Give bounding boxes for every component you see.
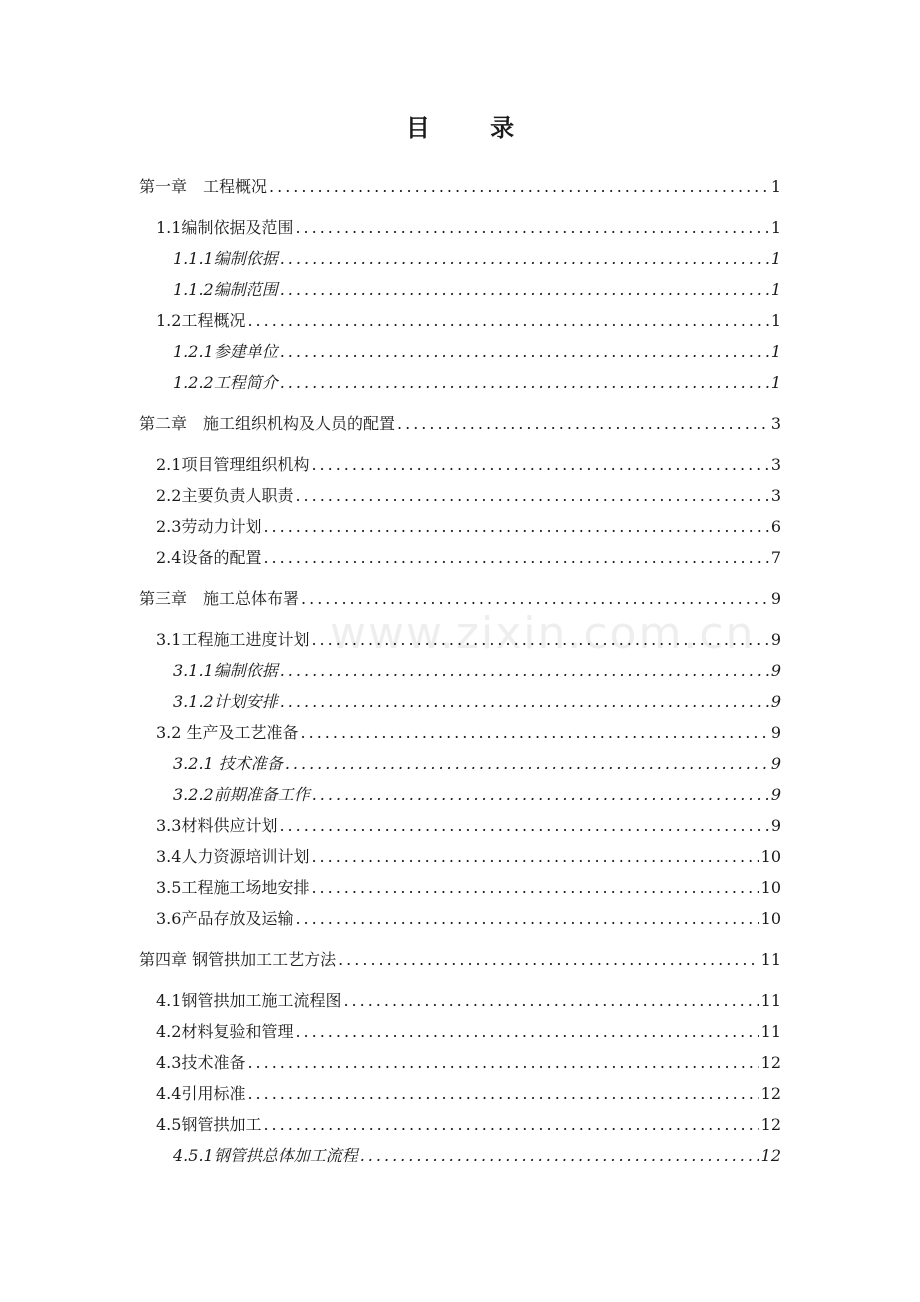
toc-page-number: 9	[770, 589, 781, 608]
toc-page-number: 11	[760, 1022, 781, 1041]
toc-page-number: 12	[760, 1115, 781, 1134]
toc-entry-title: 1.2.1参建单位	[173, 342, 278, 361]
toc-entry-title: 3.4人力资源培训计划	[156, 847, 310, 866]
toc-entry-title: 2.4设备的配置	[156, 548, 262, 567]
toc-page-number: 3	[770, 486, 781, 505]
toc-section-entry[interactable]	[139, 810, 781, 841]
toc-entry-title: 3.2.2前期准备工作	[173, 785, 310, 804]
toc-entry-title: 3.2 生产及工艺准备	[156, 723, 299, 742]
toc-page-number: 12	[760, 1053, 781, 1072]
toc-subsection-entry[interactable]	[139, 274, 781, 305]
toc-page-number: 11	[760, 950, 781, 969]
toc-page-number: 12	[760, 1146, 781, 1165]
toc-section-entry[interactable]	[139, 212, 781, 243]
toc-dot-leader	[280, 336, 769, 367]
watermark: www.zixin.com.cn	[330, 608, 756, 659]
toc-page-number: 3	[770, 414, 781, 433]
toc-dot-leader	[295, 480, 768, 511]
toc-entry-title: 3.3材料供应计划	[156, 816, 278, 835]
toc-section-entry[interactable]	[139, 872, 781, 903]
toc-entry-title: 2.3劳动力计划	[156, 517, 262, 536]
toc-page-number: 9	[770, 785, 781, 804]
table-of-contents	[139, 171, 781, 1171]
toc-page-number: 1	[770, 342, 781, 361]
toc-dot-leader	[247, 1078, 758, 1109]
toc-page-number: 9	[770, 630, 781, 649]
toc-dot-leader	[280, 367, 769, 398]
toc-page-number: 9	[770, 723, 781, 742]
toc-entry-title: 3.1.1编制依据	[173, 661, 278, 680]
toc-page-number: 1	[770, 249, 781, 268]
toc-entry-title: 4.2材料复验和管理	[156, 1022, 294, 1041]
toc-dot-leader	[397, 408, 769, 439]
toc-section-entry[interactable]	[139, 1078, 781, 1109]
toc-page-number: 9	[770, 692, 781, 711]
toc-entry-title: 1.1编制依据及范围	[156, 218, 294, 237]
toc-entry-title: 3.2.1 技术准备	[173, 754, 283, 773]
toc-dot-leader	[311, 872, 758, 903]
toc-section-entry[interactable]	[139, 717, 781, 748]
toc-page-number: 10	[760, 878, 781, 897]
toc-section-entry[interactable]	[139, 480, 781, 511]
toc-dot-leader	[301, 583, 769, 614]
toc-page-number: 1	[770, 373, 781, 392]
toc-entry-title: 4.3技术准备	[156, 1053, 246, 1072]
toc-dot-leader	[360, 1140, 759, 1171]
toc-dot-leader	[269, 171, 769, 202]
toc-page-number: 12	[760, 1084, 781, 1103]
toc-entry-title: 4.5钢管拱加工	[156, 1115, 262, 1134]
toc-section-entry[interactable]	[139, 985, 781, 1016]
toc-entry-title: 2.1项目管理组织机构	[156, 455, 310, 474]
toc-page-number: 10	[760, 909, 781, 928]
toc-subsection-entry[interactable]	[139, 336, 781, 367]
toc-dot-leader	[263, 542, 768, 573]
toc-entry-title: 3.1.2计划安排	[173, 692, 278, 711]
toc-page-number: 6	[770, 517, 781, 536]
toc-subsection-entry[interactable]	[139, 1140, 781, 1171]
toc-page-number: 10	[760, 847, 781, 866]
toc-subsection-entry[interactable]	[139, 655, 781, 686]
toc-chapter-entry[interactable]	[139, 583, 781, 614]
toc-section-entry[interactable]	[139, 1016, 781, 1047]
toc-dot-leader	[311, 624, 768, 655]
toc-entry-title: 4.4引用标准	[156, 1084, 246, 1103]
toc-chapter-entry[interactable]	[139, 944, 781, 975]
toc-dot-leader	[295, 1016, 758, 1047]
toc-entry-title: 1.2工程概况	[156, 311, 246, 330]
toc-dot-leader	[279, 810, 768, 841]
toc-section-entry[interactable]	[139, 1047, 781, 1078]
toc-dot-leader	[280, 686, 769, 717]
toc-entry-title: 3.6产品存放及运输	[156, 909, 294, 928]
toc-entry-title: 3.1工程施工进度计划	[156, 630, 310, 649]
toc-entry-title: 2.2主要负责人职责	[156, 486, 294, 505]
toc-entry-title: 4.5.1钢管拱总体加工流程	[173, 1146, 358, 1165]
toc-page-number: 1	[770, 177, 781, 196]
toc-dot-leader	[280, 243, 769, 274]
toc-subsection-entry[interactable]	[139, 243, 781, 274]
toc-page-number: 1	[770, 311, 781, 330]
toc-dot-leader	[263, 511, 768, 542]
toc-section-entry[interactable]	[139, 1109, 781, 1140]
toc-page-number: 3	[770, 455, 781, 474]
toc-entry-title: 1.1.1编制依据	[173, 249, 278, 268]
toc-page-number: 9	[770, 816, 781, 835]
toc-section-entry[interactable]	[139, 903, 781, 934]
toc-section-entry[interactable]	[139, 624, 781, 655]
toc-entry-title: 1.2.2工程简介	[173, 373, 278, 392]
toc-entry-title: 第四章 钢管拱加工工艺方法	[139, 950, 337, 969]
toc-dot-leader	[312, 779, 769, 810]
toc-chapter-entry[interactable]	[139, 408, 781, 439]
toc-dot-leader	[338, 944, 759, 975]
toc-dot-leader	[343, 985, 758, 1016]
toc-section-entry[interactable]	[139, 449, 781, 480]
toc-dot-leader	[247, 1047, 758, 1078]
toc-subsection-entry[interactable]	[139, 779, 781, 810]
toc-dot-leader	[263, 1109, 758, 1140]
toc-dot-leader	[285, 748, 769, 779]
toc-page-number: 7	[770, 548, 781, 567]
toc-dot-leader	[247, 305, 768, 336]
toc-chapter-entry[interactable]	[139, 171, 781, 202]
toc-subsection-entry[interactable]	[139, 367, 781, 398]
toc-section-entry[interactable]	[139, 511, 781, 542]
toc-page-number: 9	[770, 754, 781, 773]
toc-section-entry[interactable]	[139, 542, 781, 573]
toc-entry-title: 3.5工程施工场地安排	[156, 878, 310, 897]
toc-dot-leader	[311, 841, 758, 872]
toc-page-number: 9	[770, 661, 781, 680]
toc-entry-title: 1.1.2编制范围	[173, 280, 278, 299]
toc-dot-leader	[280, 274, 769, 305]
toc-dot-leader	[295, 212, 768, 243]
toc-dot-leader	[301, 717, 769, 748]
toc-dot-leader	[295, 903, 758, 934]
toc-section-entry[interactable]	[139, 841, 781, 872]
toc-entry-title: 第一章 工程概况	[139, 177, 268, 196]
toc-subsection-entry[interactable]	[139, 686, 781, 717]
toc-subsection-entry[interactable]	[139, 748, 781, 779]
toc-dot-leader	[280, 655, 769, 686]
toc-page-number: 11	[760, 991, 781, 1010]
toc-title: 目 录	[405, 113, 541, 142]
toc-page-number: 1	[770, 218, 781, 237]
toc-dot-leader	[311, 449, 768, 480]
toc-entry-title: 第二章 施工组织机构及人员的配置	[139, 414, 396, 433]
toc-section-entry[interactable]	[139, 305, 781, 336]
toc-entry-title: 4.1钢管拱加工施工流程图	[156, 991, 342, 1010]
toc-page-number: 1	[770, 280, 781, 299]
toc-entry-title: 第三章 施工总体布署	[139, 589, 300, 608]
